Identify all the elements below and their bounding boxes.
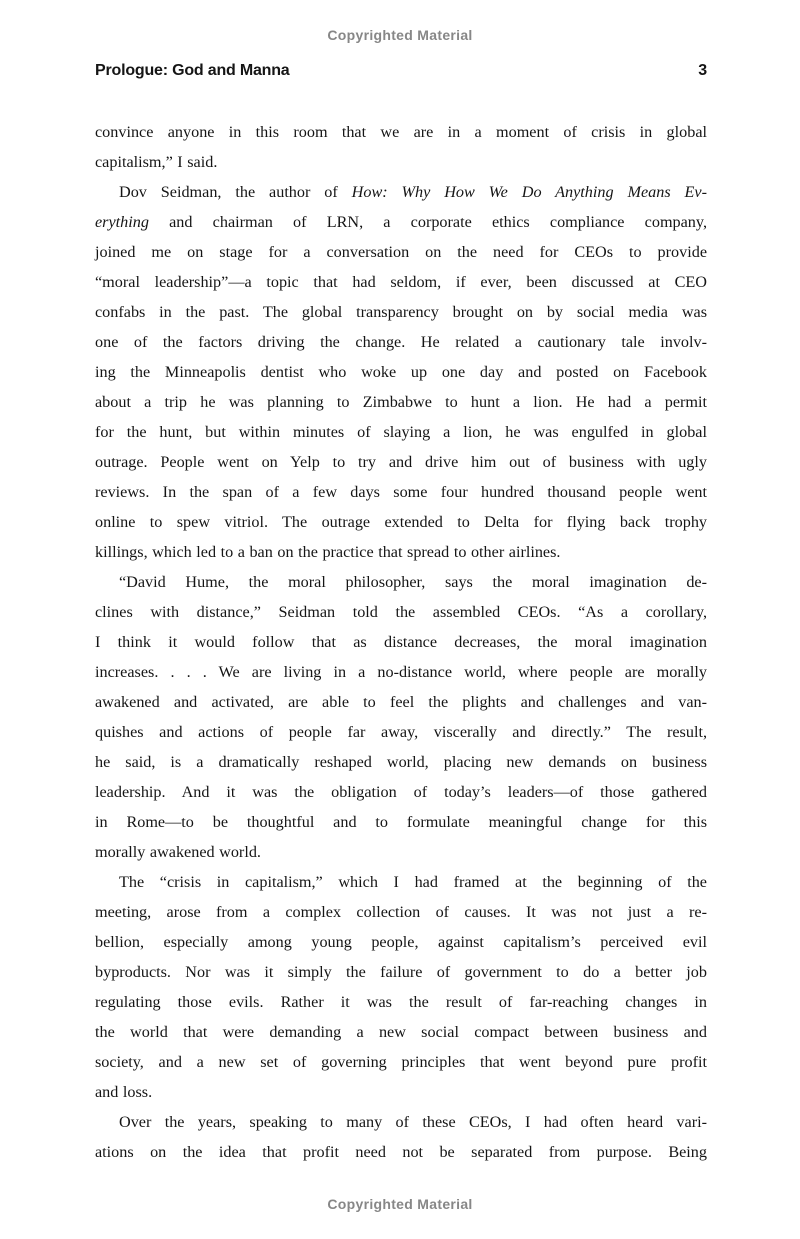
text-line: online to spew vitriol. The outrage extended to Delta for flying back trophy xyxy=(95,513,707,531)
text-line: confabs in the past. The global transparency brought on by social media was xyxy=(95,303,707,321)
text-line: The “crisis in capitalism,” which I had framed at the beginning of the xyxy=(119,873,707,891)
text-line: convince anyone in this room that we are in a moment of crisis in global xyxy=(95,123,707,141)
text-line: awakened and activated, are able to feel the plights and challenges and van- xyxy=(95,693,707,711)
text-line: quishes and actions of people far away, viscerally and directly.” The result, xyxy=(95,723,707,741)
text-block xyxy=(95,117,707,1167)
text-line: about a trip he was planning to Zimbabwe to hunt a lion. He had a permit xyxy=(95,393,707,411)
text-line: Over the years, speaking to many of these CEOs, I had often heard vari- xyxy=(119,1113,707,1131)
text-line: outrage. People went on Yelp to try and drive him out of business with ugly xyxy=(95,453,707,471)
page-number: 3 xyxy=(698,62,707,79)
text-line: ing the Minneapolis dentist who woke up one day and posted on Facebook xyxy=(95,363,707,381)
text-line: erything and chairman of LRN, a corporate ethics compliance company, xyxy=(95,213,707,231)
text-line: the world that were demanding a new social compact between business and xyxy=(95,1023,707,1041)
text-line: capitalism,” I said. xyxy=(95,153,218,171)
text-line: regulating those evils. Rather it was the result of far-reaching changes in xyxy=(95,993,707,1011)
text-line: increases. . . . We are living in a no-distance world, where people are morally xyxy=(95,663,707,681)
text-line: in Rome—to be thoughtful and to formulate meaningful change for this xyxy=(95,813,707,831)
text-line: reviews. In the span of a few days some four hundred thousand people went xyxy=(95,483,707,501)
copyright-notice-top: Copyrighted Material xyxy=(327,27,473,43)
text-line: byproducts. Nor was it simply the failure of government to do a better job xyxy=(95,963,707,981)
text-line: leadership. And it was the obligation of today’s leaders—of those gathered xyxy=(95,783,707,801)
text-line: joined me on stage for a conversation on the need for CEOs to provide xyxy=(95,243,707,261)
copyright-notice-bottom: Copyrighted Material xyxy=(327,1196,473,1212)
text-line: morally awakened world. xyxy=(95,843,261,861)
text-line: “moral leadership”—a topic that had seldom, if ever, been discussed at CEO xyxy=(95,273,707,291)
text-line: bellion, especially among young people, against capitalism’s perceived evil xyxy=(95,933,707,951)
text-line: meeting, arose from a complex collection of causes. It was not just a re- xyxy=(95,903,707,921)
text-line: clines with distance,” Seidman told the assembled CEOs. “As a corollary, xyxy=(95,603,707,621)
text-line: Dov Seidman, the author of How: Why How We Do Anything Means Ev- xyxy=(119,183,707,201)
text-line: killings, which led to a ban on the practice that spread to other airlines. xyxy=(95,543,561,561)
text-line: I think it would follow that as distance decreases, the moral imagination xyxy=(95,633,707,651)
text-line: for the hunt, but within minutes of slaying a lion, he was engulfed in global xyxy=(95,423,707,441)
text-line: one of the factors driving the change. He related a cautionary tale involv- xyxy=(95,333,707,351)
text-line: and loss. xyxy=(95,1083,153,1101)
text-line: “David Hume, the moral philosopher, says the moral imagination de- xyxy=(119,573,707,591)
running-header xyxy=(95,62,707,80)
chapter-title: Prologue: God and Manna xyxy=(95,62,290,79)
text-line: he said, is a dramatically reshaped world, placing new demands on business xyxy=(95,753,707,771)
text-line: ations on the idea that profit need not be separated from purpose. Being xyxy=(95,1143,707,1161)
text-line: society, and a new set of governing principles that went beyond pure profit xyxy=(95,1053,707,1071)
